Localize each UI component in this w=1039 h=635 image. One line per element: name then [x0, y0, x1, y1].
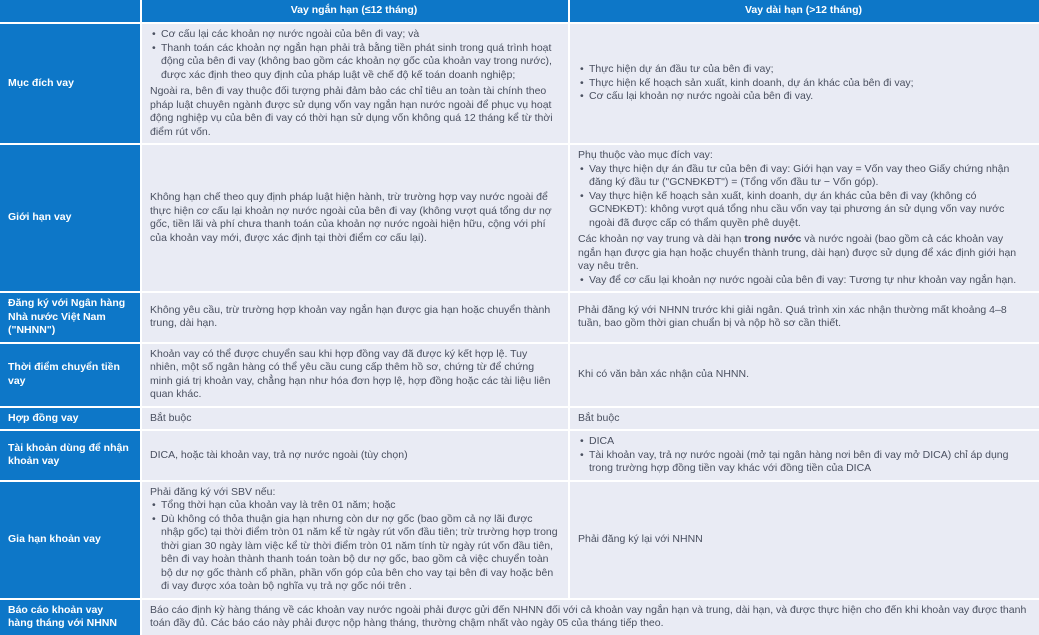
table-row-purpose	[0, 24, 1039, 143]
account-long-bullet-1: • DICA	[578, 435, 1029, 449]
header-short-term-label: Vay ngắn hạn (≤12 tháng)	[290, 4, 418, 17]
row-label-extension: Gia hạn khoản vay	[0, 482, 140, 598]
header-corner-cell	[0, 0, 140, 22]
account-long-bullet-2: • Tài khoản vay, trả nợ nước ngoài (mở tại ngân hàng nơi bên đi vay mở DICA) chỉ áp dụng trong trường hợp đồng tiền vay khác với đồng tiền của DICA	[578, 449, 1029, 476]
limit-long-cell	[570, 145, 1039, 291]
registration-short-paragraph: Không yêu cầu, trừ trường hợp khoản vay ngắn hạn được gia hạn hoặc chuyển thành trung, dài hạn.	[150, 303, 551, 330]
purpose-short-paragraph: Ngoài ra, bên đi vay thuộc đối tượng phải đảm bảo các chỉ tiêu an toàn tài chính theo pháp luật chuyên ngành được sử dụng vốn vay ngắn hạn nước ngoài để phục vụ hoạt động nghiệp vụ của bên đi vay có thời hạn sử dụng vốn không quá 12 tháng kể từ thời điểm rút vốn.	[150, 85, 553, 138]
purpose-short-bullet-1: • Cơ cấu lại các khoản nợ nước ngoài của bên đi vay; và	[150, 28, 558, 42]
table-row-disbursement	[0, 344, 1039, 406]
table-row-agreement	[0, 408, 1039, 430]
agreement-short-paragraph: Bắt buộc	[150, 411, 192, 424]
limit-long-bullet-2: • Vay thực hiện kế hoạch sản xuất, kinh doanh, dự án khác của bên đi vay (không có GCNĐKĐT): không vượt quá tổng nhu cầu vốn vay tại phương án sử dụng vốn vay nước ngoài đã được cấp có thẩm quyền phê duyệt.	[578, 190, 1029, 231]
extension-short-bullet-1: • Tổng thời hạn của khoản vay là trên 01 năm; hoặc	[150, 499, 558, 513]
row-label-reporting: Báo cáo khoản vay hàng tháng với NHNN	[0, 600, 140, 635]
row-label-purpose: Mục đích vay	[0, 24, 140, 143]
registration-long-cell	[570, 293, 1039, 342]
header-long-term-label: Vay dài hạn (>12 tháng)	[745, 4, 862, 17]
table-row-reporting	[0, 600, 1039, 635]
row-label-disbursement: Thời điểm chuyển tiền vay	[0, 344, 140, 406]
row-label-agreement: Hợp đồng vay	[0, 408, 140, 430]
registration-long-paragraph: Phải đăng ký với NHNN trước khi giải ngân. Quá trình xin xác nhận thường mất khoảng 4–8 tuần, bao gồm thời gian chuẩn bị và nộp hồ sơ cần thiết.	[578, 303, 1007, 330]
limit-long-intro: Phụ thuộc vào mục đích vay:	[578, 149, 713, 161]
row-label-limit: Giới hạn vay	[0, 145, 140, 291]
purpose-short-cell	[142, 24, 568, 143]
reporting-paragraph: Báo cáo định kỳ hàng tháng về các khoản vay nước ngoài phải được gửi đến NHNN đối với cả khoản vay ngắn hạn và trung, dài hạn, và được thực hiện cho đến khi khoản vay được thanh toán đầy đủ. Các báo cáo này phải được nộp hàng tháng, thường chậm nhất vào ngày 05 của tháng tiếp theo.	[150, 603, 1027, 629]
limit-long-bullet-1: • Vay thực hiện dự án đầu tư của bên đi vay: Giới hạn vay = Vốn vay theo Giấy chứng nhận đăng ký đầu tư ("GCNĐKĐT") = (Tổng vốn đầu tư − Vốn góp).	[578, 163, 1029, 190]
table-row-limit	[0, 145, 1039, 291]
extension-long-cell	[570, 482, 1039, 598]
agreement-long-paragraph: Bắt buộc	[578, 411, 620, 424]
disbursement-long-paragraph: Khi có văn bản xác nhận của NHNN.	[578, 367, 750, 380]
limit-long-note	[578, 233, 1029, 274]
reporting-full-cell	[142, 600, 1039, 635]
purpose-long-bullet-1: • Thực hiện dự án đầu tư của bên đi vay;	[578, 63, 1029, 77]
purpose-long-cell	[570, 24, 1039, 143]
extension-long-paragraph: Phải đăng ký lại với NHNN	[578, 532, 703, 545]
limit-long-note-bold: trong nước	[744, 233, 802, 245]
table-header-row	[0, 0, 1039, 22]
purpose-long-bullet-2: • Thực hiện kế hoạch sản xuất, kinh doanh, dự án khác của bên đi vay;	[578, 77, 1029, 91]
table-row-account	[0, 431, 1039, 480]
limit-long-bullet-3: • Vay để cơ cấu lại khoản nợ nước ngoài của bên đi vay: Tương tự như khoản vay ngắn hạn.	[578, 274, 1029, 288]
disbursement-short-cell	[142, 344, 568, 406]
header-long-term	[570, 0, 1039, 22]
disbursement-short-paragraph: Khoản vay có thể được chuyển sau khi hợp đồng vay đã được ký kết hợp lệ. Tuy nhiên, một số ngân hàng có thể yêu cầu cung cấp thêm hồ sơ, chứng từ để chứng minh giá trị khoản vay, chẳng hạn như hóa đơn hợp lệ, hợp đồng hoặc các tài liệu liên quan khác.	[150, 347, 551, 400]
account-short-paragraph: DICA, hoặc tài khoản vay, trả nợ nước ngoài (tùy chọn)	[150, 448, 408, 461]
row-label-account: Tài khoản dùng để nhận khoản vay	[0, 431, 140, 480]
extension-short-cell	[142, 482, 568, 598]
extension-short-bullet-2: • Dù không có thỏa thuận gia hạn nhưng còn dư nợ gốc (bao gồm cả nợ lãi được nhập gốc) tại thời điểm tròn 01 năm kể từ ngày rút vốn đầu tiên; trừ trường hợp trong thời gian 30 ngày làm việc kể từ thời điểm tròn 01 năm tính từ ngày rút vốn đầu tiên, bên đi vay hoàn thành thanh toán toàn bộ dư nợ gốc, bao gồm cả việc chuyển toàn bộ dư nợ gốc thành cổ phần, phần vốn góp của bên cho vay tại bên đi vay hoặc bên đi vay được xóa toàn bộ nghĩa vụ trả nợ gốc nói trên .	[150, 513, 558, 594]
account-long-cell	[570, 431, 1039, 480]
account-short-cell	[142, 431, 568, 480]
purpose-long-bullet-3: • Cơ cấu lại khoản nợ nước ngoài của bên đi vay.	[578, 90, 1029, 104]
disbursement-long-cell	[570, 344, 1039, 406]
limit-short-paragraph: Không hạn chế theo quy định pháp luật hiện hành, trừ trường hợp vay nước ngoài để thực hiện cơ cấu lại khoản nợ nước ngoài của bên đi vay (không vượt quá tổng dư nợ gốc, tiền lãi và phí chưa thanh toán của khoản nợ nước ngoài hiện hữu, cộng với phí của khoản vay mới, được xác định tại thời điểm cơ cấu lại).	[150, 191, 552, 244]
table-row-extension	[0, 482, 1039, 598]
header-short-term	[142, 0, 568, 22]
table-row-registration	[0, 293, 1039, 342]
agreement-short-cell	[142, 408, 568, 430]
registration-short-cell	[142, 293, 568, 342]
limit-long-note-pre: Các khoản nợ vay trung và dài hạn	[578, 233, 745, 245]
limit-long-note-post: và nước ngoài (bao gồm cả các khoản vay ngắn hạn được gia hạn hoặc chuyển thành trung, dài hạn) được sử dụng để xác định giới hạn vay nêu trên.	[578, 233, 1017, 272]
purpose-short-bullet-2: • Thanh toán các khoản nợ ngắn hạn phải trả bằng tiền phát sinh trong quá trình hoạt động của bên đi vay (không bao gồm các khoản nợ gốc của khoản vay trong nước), được xác định theo quy định của pháp luật về chế độ kế toán doanh nghiệp;	[150, 42, 558, 83]
extension-short-intro: Phải đăng ký với SBV nếu:	[150, 485, 276, 498]
limit-short-cell	[142, 145, 568, 291]
agreement-long-cell	[570, 408, 1039, 430]
row-label-registration: Đăng ký với Ngân hàng Nhà nước Việt Nam ("NHNN")	[0, 293, 140, 342]
